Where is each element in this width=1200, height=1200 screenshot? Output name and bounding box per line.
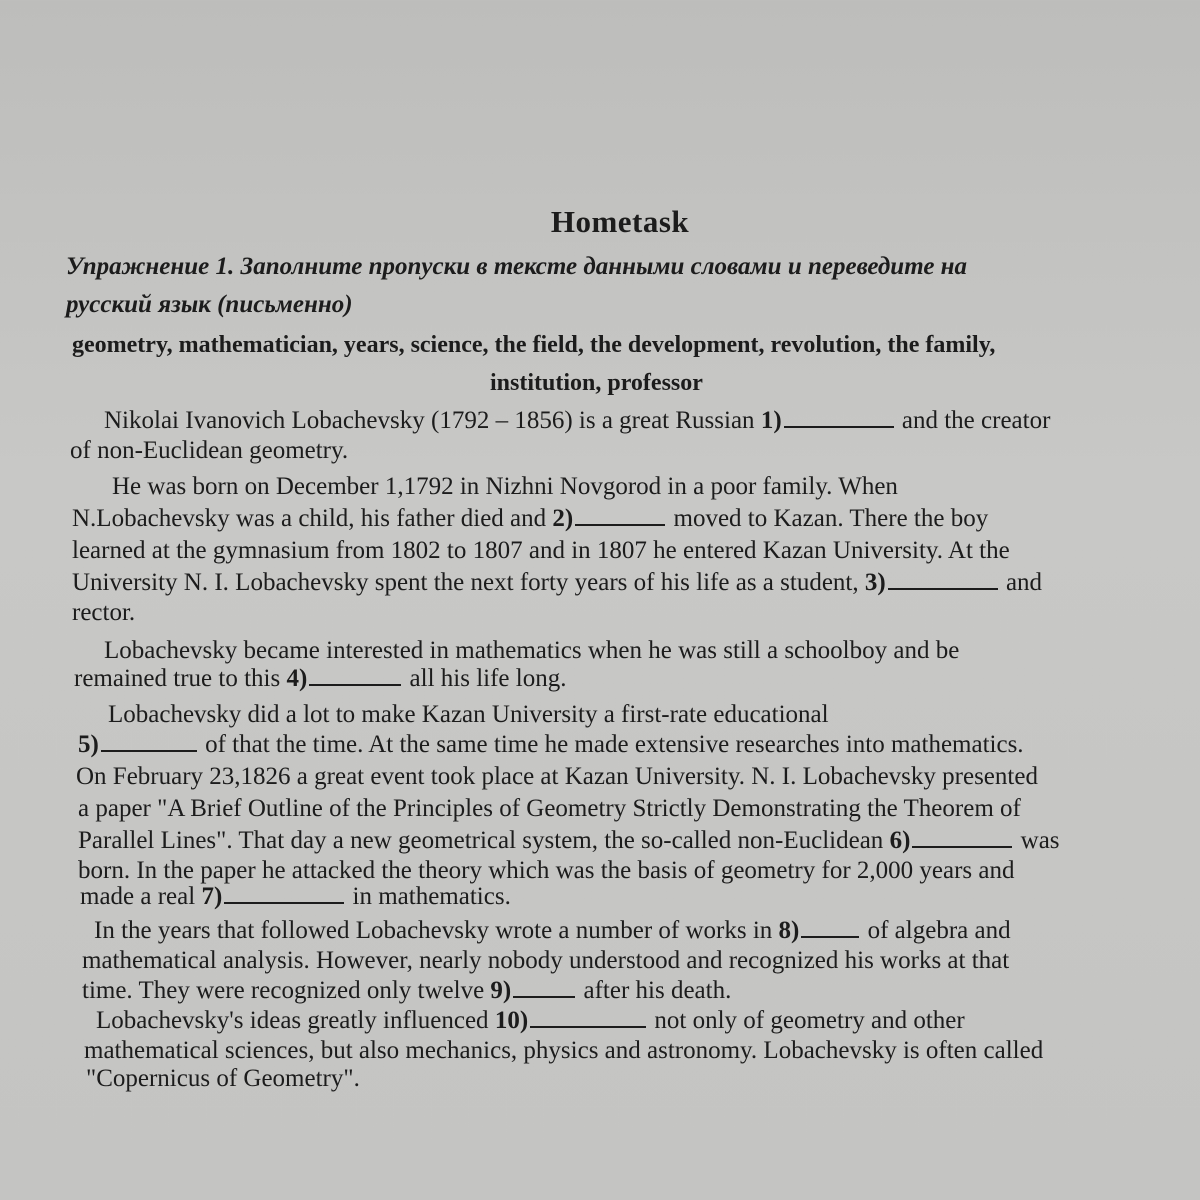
text-segment: not only of geometry and other: [654, 1007, 965, 1034]
gap-number-7: 7): [201, 883, 223, 910]
gap-blank-10[interactable]: [530, 1006, 646, 1028]
gap-blank-9[interactable]: [513, 976, 575, 998]
gap-number-4: 4): [286, 665, 308, 692]
gap-blank-1[interactable]: [784, 406, 894, 428]
gap-blank-3[interactable]: [888, 568, 998, 590]
text-segment: Parallel Lines". That day a new geometrical system, the so-called non-Euclidean: [78, 827, 884, 854]
text-segment: made a real: [80, 883, 196, 910]
text-line-20: [96, 1006, 965, 1036]
gap-blank-5[interactable]: [101, 730, 197, 752]
text-segment: Lobachevsky's ideas greatly influenced: [96, 1007, 489, 1034]
text-segment: all his life long.: [409, 665, 567, 692]
text-line-4: [72, 504, 988, 534]
gap-number-6: 6): [889, 827, 911, 854]
text-segment: and the creator: [901, 407, 1051, 434]
text-line-6: [72, 568, 1042, 598]
text-line-22: "Copernicus of Geometry".: [86, 1065, 360, 1092]
text-segment: in mathematics.: [352, 883, 511, 910]
instruction-line-2: русский язык (письменно): [66, 291, 353, 318]
text-line-15: born. In the paper he attacked the theory which was the basis of geometry for 2,000 years and: [78, 857, 1015, 884]
gap-blank-8[interactable]: [801, 916, 859, 938]
text-line-11: [78, 730, 1024, 760]
text-line-10: Lobachevsky did a lot to make Kazan University a first-rate educational: [108, 701, 829, 728]
gap-blank-6[interactable]: [912, 826, 1012, 848]
gap-number-5: 5): [78, 731, 99, 758]
text-line-14: [78, 826, 1060, 856]
gap-number-1: 1): [760, 407, 782, 434]
text-line-12: On February 23,1826 a great event took place at Kazan University. N. I. Lobachevsky presented: [76, 763, 1038, 790]
text-line-8: Lobachevsky became interested in mathematics when he was still a schoolboy and be: [104, 637, 960, 664]
text-segment: after his death.: [583, 977, 732, 1004]
text-segment: University N. I. Lobachevsky spent the next forty years of his life as a student,: [72, 569, 859, 596]
text-line-21: mathematical sciences, but also mechanics, physics and astronomy. Lobachevsky is often called: [84, 1037, 1044, 1064]
text-line-3: He was born on December 1,1792 in Nizhni Novgorod in a poor family. When: [112, 473, 898, 500]
gap-number-2: 2): [552, 505, 574, 532]
gap-number-3: 3): [864, 569, 886, 596]
text-segment: of algebra and: [867, 917, 1011, 944]
text-line-13: a paper "A Brief Outline of the Principles of Geometry Strictly Demonstrating the Theorem of: [78, 795, 1021, 822]
text-segment: and: [1005, 569, 1043, 596]
text-line-17: [94, 916, 1011, 946]
instruction-line-1: Упражнение 1. Заполните пропуски в тексте данными словами и переведите на: [66, 253, 968, 280]
text-line-18: mathematical analysis. However, nearly nobody understood and recognized his works at that: [82, 947, 1010, 974]
text-segment: N.Lobachevsky was a child, his father died and: [72, 505, 547, 532]
text-segment: moved to Kazan. There the boy: [673, 505, 989, 532]
text-segment: remained true to this: [74, 665, 281, 692]
text-line-9: [74, 664, 566, 694]
gap-blank-2[interactable]: [575, 504, 665, 526]
text-segment: Nikolai Ivanovich Lobachevsky (1792 – 1856) is a great Russian: [104, 407, 755, 434]
word-bank-line-2: institution, professor: [490, 370, 703, 396]
text-line-1: [104, 406, 1050, 436]
gap-blank-4[interactable]: [309, 664, 401, 686]
text-line-7: rector.: [72, 599, 136, 626]
text-segment: was: [1020, 827, 1060, 854]
text-segment: time. They were recognized only twelve: [82, 977, 485, 1004]
text-segment: In the years that followed Lobachevsky wrote a number of works in: [94, 917, 773, 944]
text-line-2: of non-Euclidean geometry.: [70, 437, 349, 464]
text-segment: of that the time. At the same time he made extensive researches into mathematics.: [205, 731, 1024, 758]
gap-number-10: 10): [494, 1007, 529, 1034]
gap-number-9: 9): [490, 977, 512, 1004]
word-bank-line-1: geometry, mathematician, years, science, the field, the development, revolution, the family,: [72, 332, 996, 358]
page-title: Hometask: [550, 204, 690, 239]
gap-number-8: 8): [778, 917, 800, 944]
text-line-19: [82, 976, 731, 1006]
text-line-16: [80, 882, 511, 912]
text-line-5: learned at the gymnasium from 1802 to 1807 and in 1807 he entered Kazan University. At the: [72, 537, 1010, 564]
gap-blank-7[interactable]: [224, 882, 344, 904]
